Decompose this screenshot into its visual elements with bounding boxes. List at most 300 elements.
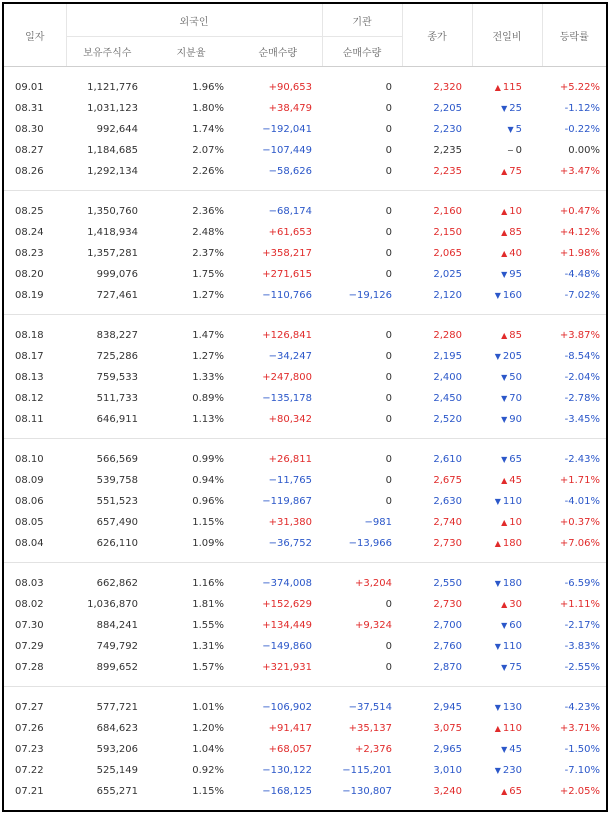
cell-inst-net: +3,204 <box>355 578 393 589</box>
group-divider <box>4 182 606 191</box>
table-row <box>4 718 606 739</box>
cell-change <box>472 615 542 636</box>
cell-foreign-net: +358,217 <box>262 248 313 259</box>
cell-rate: -2.43% <box>564 454 601 465</box>
cell-change <box>472 388 542 409</box>
table-row <box>4 739 606 760</box>
cell-holdings: 899,652 <box>96 662 138 673</box>
down-arrow-icon: ▼ <box>494 497 501 506</box>
cell-inst-net: 0 <box>385 372 393 383</box>
cell-change-value: 10 <box>509 517 523 528</box>
cell-change <box>472 449 542 470</box>
cell-inst-net: 0 <box>385 454 393 465</box>
cell-rate: +0.47% <box>559 206 601 217</box>
investor-trading-table <box>4 4 606 812</box>
cell-close: 2,965 <box>433 744 463 755</box>
cell-foreign-net: −68,174 <box>268 206 313 217</box>
header-close: 종가 <box>402 4 472 67</box>
cell-share: 0.96% <box>192 496 224 507</box>
cell-change-value: 5 <box>515 124 523 135</box>
cell-change-value: 10 <box>509 206 523 217</box>
cell-rate: -0.22% <box>564 124 601 135</box>
table-body <box>4 67 606 813</box>
cell-close: 2,195 <box>433 351 463 362</box>
cell-change <box>472 367 542 388</box>
cell-share: 1.04% <box>192 744 224 755</box>
cell-change-value: 70 <box>509 393 523 404</box>
up-arrow-icon: ▲ <box>494 724 501 733</box>
cell-share: 0.94% <box>192 475 224 486</box>
up-arrow-icon: ▲ <box>501 167 508 176</box>
header-foreign-net: 순매수량 <box>234 37 322 67</box>
cell-date: 08.20 <box>15 269 44 280</box>
group-divider <box>4 306 606 315</box>
cell-rate: +1.71% <box>559 475 601 486</box>
header-inst-net: 순매수량 <box>322 37 402 67</box>
cell-rate: -3.45% <box>564 414 601 425</box>
header-rate: 등락률 <box>542 4 606 67</box>
cell-inst-net: −130,807 <box>342 786 393 797</box>
cell-rate: +7.06% <box>559 538 601 549</box>
cell-inst-net: 0 <box>385 145 393 156</box>
cell-holdings: 662,862 <box>96 578 138 589</box>
cell-foreign-net: +61,653 <box>268 227 313 238</box>
up-arrow-icon: ▲ <box>494 539 501 548</box>
cell-share: 1.80% <box>192 103 224 114</box>
down-arrow-icon: ▼ <box>494 766 501 775</box>
cell-date: 08.05 <box>15 517 44 528</box>
trading-table-panel <box>2 2 608 812</box>
table-row <box>4 697 606 718</box>
cell-rate: +1.98% <box>559 248 601 259</box>
cell-inst-net: 0 <box>385 206 393 217</box>
cell-share: 2.07% <box>192 145 224 156</box>
cell-date: 08.12 <box>15 393 44 404</box>
cell-inst-net: −37,514 <box>348 702 393 713</box>
cell-foreign-net: −36,752 <box>268 538 313 549</box>
cell-inst-net: −19,126 <box>348 290 393 301</box>
group-spacer <box>4 67 606 78</box>
cell-close: 2,550 <box>433 578 463 589</box>
cell-rate: -2.78% <box>564 393 601 404</box>
cell-close: 2,230 <box>433 124 463 135</box>
cell-inst-net: 0 <box>385 641 393 652</box>
table-row <box>4 409 606 430</box>
cell-holdings: 759,533 <box>96 372 138 383</box>
cell-change-value: 25 <box>509 103 523 114</box>
cell-rate: +0.37% <box>559 517 601 528</box>
table-row <box>4 388 606 409</box>
cell-rate: +3.87% <box>559 330 601 341</box>
cell-date: 08.31 <box>15 103 44 114</box>
cell-close: 2,320 <box>433 82 463 93</box>
up-arrow-icon: ▲ <box>501 249 508 258</box>
flat-dash-icon: − <box>506 146 514 155</box>
cell-rate: +1.11% <box>559 599 601 610</box>
cell-share: 2.36% <box>192 206 224 217</box>
header-change: 전일비 <box>472 4 542 67</box>
cell-rate: +3.71% <box>559 723 601 734</box>
cell-close: 2,150 <box>433 227 463 238</box>
cell-close: 2,280 <box>433 330 463 341</box>
down-arrow-icon: ▼ <box>501 270 508 279</box>
down-arrow-icon: ▼ <box>507 125 514 134</box>
cell-holdings: 577,721 <box>96 702 138 713</box>
cell-date: 08.18 <box>15 330 44 341</box>
cell-foreign-net: +68,057 <box>268 744 313 755</box>
cell-change-value: 205 <box>502 351 523 362</box>
cell-holdings: 992,644 <box>96 124 138 135</box>
cell-inst-net: 0 <box>385 599 393 610</box>
down-arrow-icon: ▼ <box>494 291 501 300</box>
cell-inst-net: 0 <box>385 124 393 135</box>
cell-change <box>472 718 542 739</box>
cell-date: 08.23 <box>15 248 44 259</box>
cell-change <box>472 201 542 222</box>
cell-date: 08.27 <box>15 145 44 156</box>
table-row <box>4 243 606 264</box>
group-divider <box>4 678 606 687</box>
cell-share: 1.74% <box>192 124 224 135</box>
cell-foreign-net: −149,860 <box>262 641 313 652</box>
cell-change-value: 50 <box>509 372 523 383</box>
cell-close: 2,205 <box>433 103 463 114</box>
cell-rate: -7.10% <box>564 765 601 776</box>
cell-change-value: 85 <box>509 227 523 238</box>
cell-rate: -4.01% <box>564 496 601 507</box>
cell-change-value: 130 <box>502 702 523 713</box>
cell-close: 2,450 <box>433 393 463 404</box>
cell-inst-net: 0 <box>385 227 393 238</box>
cell-change <box>472 264 542 285</box>
cell-holdings: 1,357,281 <box>87 248 138 259</box>
cell-rate: -2.55% <box>564 662 601 673</box>
table-row <box>4 161 606 182</box>
cell-change <box>472 760 542 781</box>
cell-date: 08.02 <box>15 599 44 610</box>
cell-change-value: 0 <box>515 145 523 156</box>
cell-date: 08.09 <box>15 475 44 486</box>
cell-change-value: 115 <box>502 82 523 93</box>
cell-holdings: 1,418,934 <box>87 227 138 238</box>
cell-date: 08.26 <box>15 166 44 177</box>
cell-share: 1.27% <box>192 290 224 301</box>
cell-inst-net: −13,966 <box>348 538 393 549</box>
cell-change <box>472 470 542 491</box>
cell-share: 0.99% <box>192 454 224 465</box>
cell-holdings: 566,569 <box>96 454 138 465</box>
cell-holdings: 593,206 <box>96 744 138 755</box>
cell-foreign-net: +126,841 <box>262 330 313 341</box>
up-arrow-icon: ▲ <box>501 600 508 609</box>
cell-close: 2,730 <box>433 538 463 549</box>
group-divider <box>4 430 606 439</box>
cell-share: 1.31% <box>192 641 224 652</box>
cell-share: 2.37% <box>192 248 224 259</box>
cell-change <box>472 491 542 512</box>
down-arrow-icon: ▼ <box>501 455 508 464</box>
cell-inst-net: 0 <box>385 330 393 341</box>
cell-change-value: 95 <box>509 269 523 280</box>
cell-close: 3,010 <box>433 765 463 776</box>
up-arrow-icon: ▲ <box>494 83 501 92</box>
cell-close: 2,025 <box>433 269 463 280</box>
down-arrow-icon: ▼ <box>501 621 508 630</box>
table-row <box>4 533 606 554</box>
cell-change <box>472 222 542 243</box>
cell-share: 1.09% <box>192 538 224 549</box>
cell-close: 2,120 <box>433 290 463 301</box>
cell-rate: -6.59% <box>564 578 601 589</box>
cell-change <box>472 346 542 367</box>
cell-foreign-net: −11,765 <box>268 475 313 486</box>
cell-change <box>472 739 542 760</box>
table-row <box>4 594 606 615</box>
cell-change-value: 65 <box>509 454 523 465</box>
cell-holdings: 727,461 <box>96 290 138 301</box>
cell-foreign-net: −168,125 <box>262 786 313 797</box>
cell-date: 07.28 <box>15 662 44 673</box>
cell-change <box>472 243 542 264</box>
cell-close: 3,240 <box>433 786 463 797</box>
table-row <box>4 346 606 367</box>
cell-close: 2,520 <box>433 414 463 425</box>
table-row <box>4 657 606 678</box>
header-holdings: 보유주식수 <box>66 37 148 67</box>
cell-close: 2,235 <box>433 166 463 177</box>
cell-rate: -7.02% <box>564 290 601 301</box>
cell-share: 1.47% <box>192 330 224 341</box>
cell-change <box>472 285 542 306</box>
cell-change-value: 110 <box>502 723 523 734</box>
cell-foreign-net: +38,479 <box>268 103 313 114</box>
cell-foreign-net: −107,449 <box>262 145 313 156</box>
cell-change <box>472 697 542 718</box>
down-arrow-icon: ▼ <box>501 663 508 672</box>
cell-change <box>472 119 542 140</box>
cell-date: 08.10 <box>15 454 44 465</box>
down-arrow-icon: ▼ <box>501 745 508 754</box>
cell-foreign-net: −58,626 <box>268 166 313 177</box>
group-divider <box>4 802 606 812</box>
cell-inst-net: 0 <box>385 414 393 425</box>
cell-share: 1.01% <box>192 702 224 713</box>
cell-date: 08.25 <box>15 206 44 217</box>
cell-holdings: 725,286 <box>96 351 138 362</box>
cell-holdings: 657,490 <box>96 517 138 528</box>
group-spacer <box>4 563 606 574</box>
cell-change <box>472 325 542 346</box>
cell-share: 1.27% <box>192 351 224 362</box>
cell-date: 07.26 <box>15 723 44 734</box>
cell-inst-net: 0 <box>385 82 393 93</box>
table-row <box>4 636 606 657</box>
down-arrow-icon: ▼ <box>494 579 501 588</box>
cell-share: 1.75% <box>192 269 224 280</box>
up-arrow-icon: ▲ <box>501 228 508 237</box>
down-arrow-icon: ▼ <box>494 703 501 712</box>
cell-holdings: 838,227 <box>96 330 138 341</box>
cell-foreign-net: −374,008 <box>262 578 313 589</box>
cell-holdings: 1,121,776 <box>87 82 138 93</box>
cell-foreign-net: +247,800 <box>262 372 313 383</box>
cell-change <box>472 77 542 98</box>
cell-foreign-net: +271,615 <box>262 269 313 280</box>
cell-change <box>472 657 542 678</box>
cell-inst-net: 0 <box>385 103 393 114</box>
cell-close: 2,760 <box>433 641 463 652</box>
cell-date: 07.22 <box>15 765 44 776</box>
cell-change <box>472 594 542 615</box>
cell-inst-net: 0 <box>385 351 393 362</box>
cell-close: 2,730 <box>433 599 463 610</box>
cell-rate: -2.17% <box>564 620 601 631</box>
cell-change-value: 65 <box>509 786 523 797</box>
header-inst-group: 기관 <box>322 4 402 37</box>
table-row <box>4 491 606 512</box>
cell-inst-net: −115,201 <box>342 765 393 776</box>
cell-inst-net: 0 <box>385 269 393 280</box>
cell-holdings: 551,523 <box>96 496 138 507</box>
cell-date: 08.03 <box>15 578 44 589</box>
table-row <box>4 449 606 470</box>
cell-share: 1.13% <box>192 414 224 425</box>
cell-foreign-net: +134,449 <box>262 620 313 631</box>
cell-share: 1.16% <box>192 578 224 589</box>
cell-change-value: 85 <box>509 330 523 341</box>
cell-share: 2.26% <box>192 166 224 177</box>
cell-holdings: 655,271 <box>96 786 138 797</box>
table-row <box>4 512 606 533</box>
down-arrow-icon: ▼ <box>494 642 501 651</box>
cell-change <box>472 161 542 182</box>
cell-change-value: 90 <box>509 414 523 425</box>
up-arrow-icon: ▲ <box>501 518 508 527</box>
group-spacer <box>4 439 606 450</box>
cell-close: 2,400 <box>433 372 463 383</box>
cell-close: 2,945 <box>433 702 463 713</box>
cell-inst-net: 0 <box>385 662 393 673</box>
cell-change <box>472 636 542 657</box>
cell-change-value: 30 <box>509 599 523 610</box>
cell-foreign-net: −106,902 <box>262 702 313 713</box>
cell-share: 2.48% <box>192 227 224 238</box>
cell-holdings: 1,184,685 <box>87 145 138 156</box>
header-date: 일자 <box>4 4 66 67</box>
cell-holdings: 525,149 <box>96 765 138 776</box>
down-arrow-icon: ▼ <box>501 373 508 382</box>
cell-rate: -4.48% <box>564 269 601 280</box>
cell-change-value: 180 <box>502 578 523 589</box>
cell-holdings: 684,623 <box>96 723 138 734</box>
cell-foreign-net: +26,811 <box>268 454 313 465</box>
cell-foreign-net: −34,247 <box>268 351 313 362</box>
cell-holdings: 646,911 <box>96 414 138 425</box>
table-row <box>4 201 606 222</box>
cell-change <box>472 533 542 554</box>
cell-date: 08.30 <box>15 124 44 135</box>
cell-foreign-net: +90,653 <box>268 82 313 93</box>
cell-holdings: 749,792 <box>96 641 138 652</box>
cell-rate: +5.22% <box>559 82 601 93</box>
cell-holdings: 511,733 <box>96 393 138 404</box>
down-arrow-icon: ▼ <box>494 352 501 361</box>
cell-share: 1.15% <box>192 517 224 528</box>
down-arrow-icon: ▼ <box>501 104 508 113</box>
cell-date: 07.29 <box>15 641 44 652</box>
table-row <box>4 781 606 802</box>
cell-close: 2,870 <box>433 662 463 673</box>
cell-foreign-net: −192,041 <box>262 124 313 135</box>
table-row <box>4 470 606 491</box>
cell-holdings: 539,758 <box>96 475 138 486</box>
cell-date: 08.24 <box>15 227 44 238</box>
cell-holdings: 884,241 <box>96 620 138 631</box>
cell-share: 1.15% <box>192 786 224 797</box>
cell-rate: -1.50% <box>564 744 601 755</box>
table-row <box>4 285 606 306</box>
cell-date: 08.17 <box>15 351 44 362</box>
cell-inst-net: −981 <box>364 517 393 528</box>
cell-close: 2,610 <box>433 454 463 465</box>
cell-date: 07.23 <box>15 744 44 755</box>
cell-change-value: 110 <box>502 641 523 652</box>
down-arrow-icon: ▼ <box>501 394 508 403</box>
cell-holdings: 999,076 <box>96 269 138 280</box>
cell-date: 07.21 <box>15 786 44 797</box>
cell-close: 2,065 <box>433 248 463 259</box>
cell-inst-net: 0 <box>385 166 393 177</box>
table-row <box>4 760 606 781</box>
cell-rate: -4.23% <box>564 702 601 713</box>
cell-foreign-net: +91,417 <box>268 723 313 734</box>
group-spacer <box>4 191 606 202</box>
group-spacer <box>4 315 606 326</box>
cell-holdings: 1,031,123 <box>87 103 138 114</box>
cell-holdings: 626,110 <box>96 538 138 549</box>
cell-rate: +2.05% <box>559 786 601 797</box>
cell-change <box>472 573 542 594</box>
cell-inst-net: 0 <box>385 475 393 486</box>
cell-close: 2,740 <box>433 517 463 528</box>
cell-change <box>472 98 542 119</box>
cell-change-value: 160 <box>502 290 523 301</box>
cell-share: 1.81% <box>192 599 224 610</box>
table-row <box>4 615 606 636</box>
cell-share: 0.92% <box>192 765 224 776</box>
table-row <box>4 119 606 140</box>
cell-change-value: 230 <box>502 765 523 776</box>
cell-inst-net: +9,324 <box>355 620 393 631</box>
cell-inst-net: +2,376 <box>355 744 393 755</box>
up-arrow-icon: ▲ <box>501 207 508 216</box>
group-divider <box>4 554 606 563</box>
cell-foreign-net: +321,931 <box>262 662 313 673</box>
table-row <box>4 367 606 388</box>
down-arrow-icon: ▼ <box>501 415 508 424</box>
cell-rate: -2.04% <box>564 372 601 383</box>
cell-inst-net: +35,137 <box>348 723 393 734</box>
table-row <box>4 98 606 119</box>
cell-change-value: 180 <box>502 538 523 549</box>
cell-foreign-net: −130,122 <box>262 765 313 776</box>
cell-holdings: 1,350,760 <box>87 206 138 217</box>
header-share-pct: 지분율 <box>148 37 234 67</box>
up-arrow-icon: ▲ <box>501 787 508 796</box>
cell-close: 2,700 <box>433 620 463 631</box>
cell-foreign-net: +80,342 <box>268 414 313 425</box>
cell-date: 08.04 <box>15 538 44 549</box>
